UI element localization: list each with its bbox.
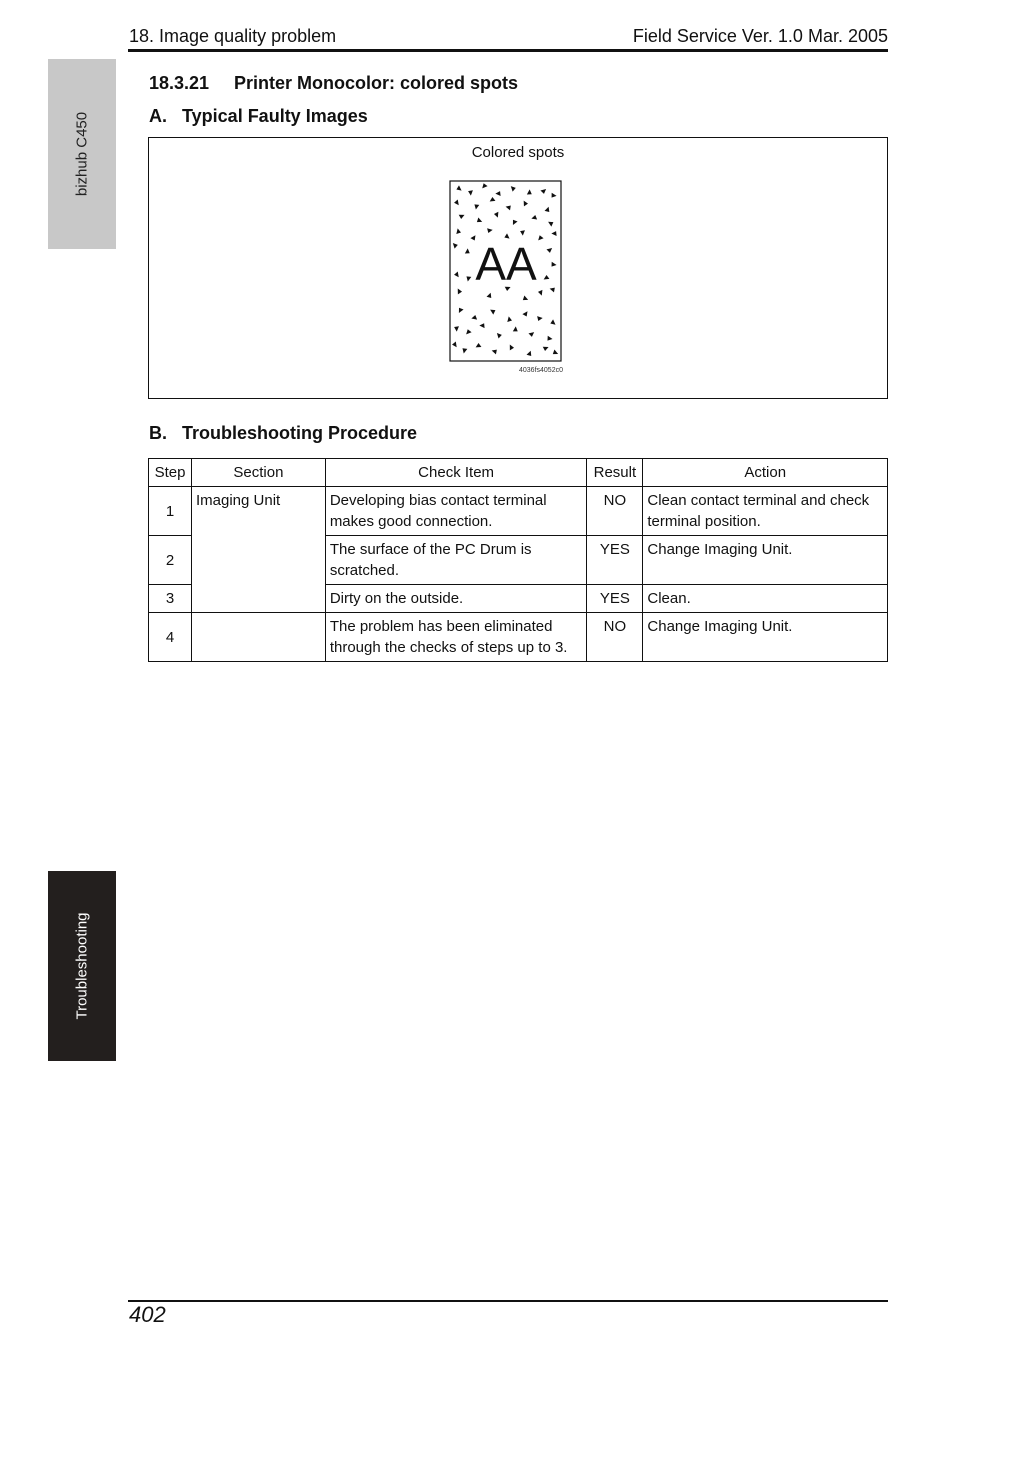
result-cell: YES (587, 585, 643, 613)
action-cell: Change Imaging Unit. (643, 536, 888, 585)
table-row (149, 487, 888, 536)
col-check-header: Check Item (325, 459, 587, 487)
col-action-header: Action (643, 459, 888, 487)
table-row (149, 613, 888, 662)
troubleshooting-table (148, 458, 888, 662)
col-section-header: Section (191, 459, 325, 487)
step-cell: 4 (149, 613, 192, 662)
header-rule (128, 49, 888, 52)
col-result-header: Result (587, 459, 643, 487)
header-edition: Field Service Ver. 1.0 Mar. 2005 (632, 26, 888, 46)
check-cell: The problem has been eliminated through the checks of steps up to 3. (325, 613, 587, 662)
action-cell: Clean contact terminal and check terminal position. (643, 487, 888, 536)
step-cell: 3 (149, 585, 192, 613)
faulty-image-figure (148, 137, 888, 399)
heading-title: Printer Monocolor: colored spots (234, 73, 519, 93)
side-tab-model-label: bizhub C450 (73, 111, 91, 197)
header-chapter: 18. Image quality problem (129, 26, 337, 46)
result-cell: NO (587, 487, 643, 536)
colored-spots-sample (449, 180, 563, 363)
result-cell: YES (587, 536, 643, 585)
side-tab-model (48, 59, 116, 249)
step-cell: 1 (149, 487, 192, 536)
check-cell: Dirty on the outside. (325, 585, 587, 613)
section-a-heading (149, 106, 368, 127)
figure-caption: Colored spots (471, 144, 565, 161)
table-header-row (149, 459, 888, 487)
result-cell: NO (587, 613, 643, 662)
side-tab-section (48, 871, 116, 1061)
check-cell: The surface of the PC Drum is scratched. (325, 536, 587, 585)
section-a-letter: A. (149, 106, 167, 126)
section-b-heading (149, 423, 417, 444)
section-cell: Imaging Unit (191, 487, 325, 613)
side-tab-section-label: Troubleshooting (73, 912, 91, 1020)
figure-code: 4036fs4052c0 (519, 367, 563, 374)
action-cell: Clean. (643, 585, 888, 613)
sample-text: AA (475, 238, 537, 290)
section-b-title: Troubleshooting Procedure (182, 423, 418, 443)
heading-number: 18.3.21 (149, 73, 210, 93)
section-cell (191, 613, 325, 662)
footer-rule (128, 1300, 888, 1302)
check-cell: Developing bias contact terminal makes good connection. (325, 487, 587, 536)
page-number: 402 (129, 1302, 166, 1327)
step-cell: 2 (149, 536, 192, 585)
col-step-header: Step (149, 459, 192, 487)
action-cell: Change Imaging Unit. (643, 613, 888, 662)
section-a-title: Typical Faulty Images (182, 106, 368, 126)
section-b-letter: B. (149, 423, 167, 443)
